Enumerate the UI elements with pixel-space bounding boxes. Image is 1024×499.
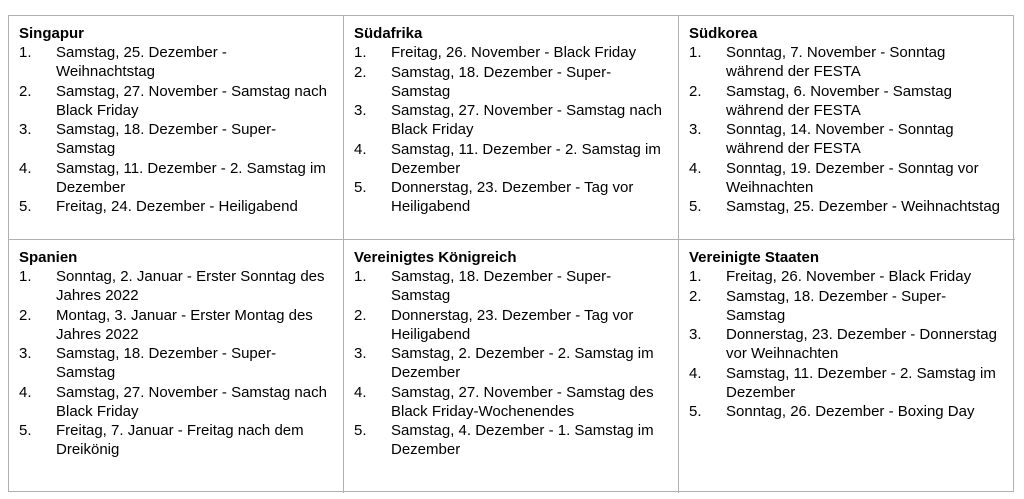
item-text: Samstag, 18. Dezember - Super-Samstag	[56, 121, 277, 157]
item-number: 5.	[689, 403, 702, 420]
item-text: Freitag, 26. November - Black Friday	[391, 44, 637, 61]
item-text: Samstag, 18. Dezember - Super-Samstag	[391, 63, 612, 100]
item-number: 4.	[689, 159, 702, 177]
list-item	[689, 402, 1005, 421]
item-text: Sonntag, 2. Januar - Erster Sonntag des Jahres 2022	[56, 268, 325, 304]
item-number: 3.	[354, 345, 367, 362]
item-number: 1.	[689, 268, 702, 285]
country-title: Spanien	[19, 249, 78, 266]
item-text: Samstag, 25. Dezember - Weihnachtstag	[726, 198, 1001, 215]
date-list	[19, 43, 333, 216]
item-number: 2.	[689, 82, 702, 100]
list-item	[19, 267, 333, 305]
cell-suedafrika	[344, 16, 679, 240]
item-number: 5.	[19, 422, 32, 439]
list-item	[689, 287, 1005, 325]
item-number: 3.	[354, 102, 367, 119]
list-item	[689, 325, 1005, 363]
list-item	[689, 120, 1005, 158]
list-item	[354, 306, 668, 344]
item-text: Samstag, 4. Dezember - 1. Samstag im Dezember	[391, 422, 654, 458]
date-list	[354, 43, 668, 216]
item-number: 1.	[354, 44, 367, 61]
item-number: 5.	[19, 198, 32, 215]
item-number: 4.	[19, 383, 32, 401]
item-text: Freitag, 24. Dezember - Heiligabend	[56, 198, 298, 215]
list-item	[19, 344, 333, 382]
item-text: Samstag, 6. November - Samstag während der FESTA	[726, 82, 952, 119]
list-item	[689, 267, 1005, 286]
item-number: 5.	[354, 179, 367, 196]
item-text: Samstag, 18. Dezember - Super-Samstag	[56, 345, 277, 381]
list-item	[19, 197, 333, 216]
item-number: 2.	[354, 63, 367, 81]
country-title: Südafrika	[354, 25, 423, 42]
country-title: Vereinigte Staaten	[689, 249, 820, 266]
list-item	[354, 178, 668, 216]
item-text: Freitag, 26. November - Black Friday	[726, 268, 972, 285]
item-text: Samstag, 27. November - Samstag des Black Friday-Wochenendes	[391, 383, 654, 420]
country-title: Singapur	[19, 25, 85, 42]
date-list	[19, 267, 333, 459]
item-text: Samstag, 11. Dezember - 2. Samstag im Dezember	[726, 364, 996, 401]
item-number: 3.	[689, 121, 702, 138]
list-item	[354, 140, 668, 178]
list-item	[689, 43, 1005, 81]
item-number: 3.	[19, 345, 32, 362]
item-text: Montag, 3. Januar - Erster Montag des Jahres 2022	[56, 306, 313, 343]
item-number: 4.	[354, 140, 367, 158]
item-text: Samstag, 27. November - Samstag nach Black Friday	[56, 82, 327, 119]
list-item	[354, 344, 668, 382]
list-item	[19, 43, 333, 81]
item-number: 1.	[354, 268, 367, 285]
item-text: Sonntag, 19. Dezember - Sonntag vor Weihnachten	[726, 159, 979, 196]
list-item	[19, 159, 333, 197]
item-text: Sonntag, 26. Dezember - Boxing Day	[726, 403, 975, 420]
item-text: Samstag, 11. Dezember - 2. Samstag im Dezember	[56, 159, 326, 196]
list-item	[19, 82, 333, 120]
item-number: 3.	[689, 326, 702, 343]
item-number: 4.	[689, 364, 702, 382]
item-number: 4.	[354, 383, 367, 401]
list-item	[354, 383, 668, 421]
item-number: 2.	[354, 306, 367, 324]
item-number: 1.	[19, 268, 32, 285]
item-number: 1.	[689, 44, 702, 61]
cell-vereinigte-staaten	[679, 240, 1015, 493]
cell-singapur	[9, 16, 344, 240]
item-text: Samstag, 25. Dezember - Weihnachtstag	[56, 44, 227, 80]
item-text: Samstag, 18. Dezember - Super-Samstag	[391, 268, 612, 304]
list-item	[689, 364, 1005, 402]
item-text: Samstag, 11. Dezember - 2. Samstag im Dezember	[391, 140, 661, 177]
list-item	[354, 267, 668, 305]
cell-spanien	[9, 240, 344, 493]
item-text: Donnerstag, 23. Dezember - Donnerstag vor Weihnachten	[726, 326, 997, 362]
item-text: Samstag, 27. November - Samstag nach Black Friday	[56, 383, 327, 420]
list-item	[689, 159, 1005, 197]
date-list	[689, 267, 1005, 421]
list-item	[354, 43, 668, 62]
item-number: 2.	[19, 82, 32, 100]
date-list	[689, 43, 1005, 216]
item-number: 3.	[19, 121, 32, 138]
list-item	[19, 383, 333, 421]
country-title: Vereinigtes Königreich	[354, 249, 517, 266]
item-text: Donnerstag, 23. Dezember - Tag vor Heiligabend	[391, 179, 634, 215]
list-item	[19, 421, 333, 459]
date-list	[354, 267, 668, 459]
item-number: 1.	[19, 44, 32, 61]
item-number: 2.	[689, 287, 702, 305]
item-number: 2.	[19, 306, 32, 324]
item-text: Donnerstag, 23. Dezember - Tag vor Heiligabend	[391, 306, 634, 343]
list-item	[689, 197, 1005, 216]
item-text: Sonntag, 7. November - Sonntag während der FESTA	[726, 44, 946, 80]
list-item	[354, 63, 668, 101]
list-item	[354, 101, 668, 139]
item-text: Samstag, 18. Dezember - Super-Samstag	[726, 287, 947, 324]
cell-suedkorea	[679, 16, 1015, 240]
item-number: 5.	[354, 422, 367, 439]
item-text: Sonntag, 14. November - Sonntag während der FESTA	[726, 121, 954, 157]
country-title: Südkorea	[689, 25, 758, 42]
item-number: 4.	[19, 159, 32, 177]
list-item	[354, 421, 668, 459]
item-text: Samstag, 2. Dezember - 2. Samstag im Dezember	[391, 345, 654, 381]
cell-vereinigtes-koenigreich	[344, 240, 679, 493]
item-number: 5.	[689, 198, 702, 215]
holiday-table	[8, 15, 1014, 492]
item-text: Freitag, 7. Januar - Freitag nach dem Dreikönig	[56, 422, 304, 458]
list-item	[19, 120, 333, 158]
list-item	[689, 82, 1005, 120]
item-text: Samstag, 27. November - Samstag nach Black Friday	[391, 102, 662, 138]
list-item	[19, 306, 333, 344]
